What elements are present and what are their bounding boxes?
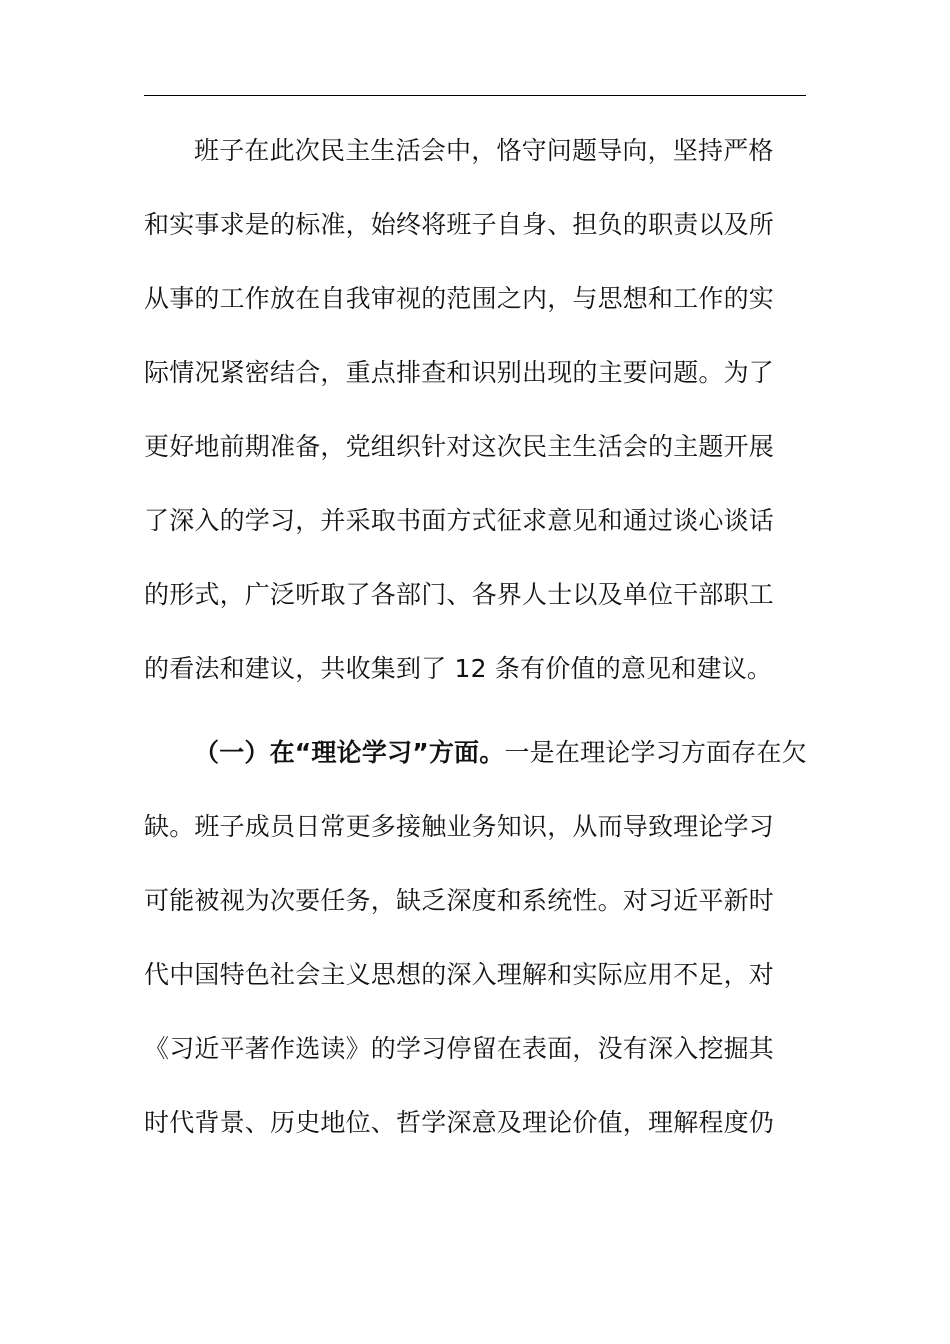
paragraph-line: 班子在此次民主生活会中，恪守问题导向，坚持严格 xyxy=(194,136,774,165)
section-first-line-text: 一是在理论学习方面存在欠 xyxy=(504,738,807,767)
section-first-line xyxy=(194,733,806,773)
paragraph-line: 际情况紧密结合，重点排查和识别出现的主要问题。为了 xyxy=(144,358,775,387)
paragraph-line: 代中国特色社会主义思想的深入理解和实际应用不足，对 xyxy=(144,960,775,989)
paragraph-line: 从事的工作放在自我审视的范围之内，与思想和工作的实 xyxy=(144,284,775,313)
paragraph-line: 缺。班子成员日常更多接触业务知识，从而导致理论学习 xyxy=(144,812,775,841)
paragraph-line: 《习近平著作选读》的学习停留在表面，没有深入挖掘其 xyxy=(144,1034,775,1063)
paragraph-line: 的看法和建议，共收集到了 12 条有价值的意见和建议。 xyxy=(144,654,773,683)
paragraph-line: 和实事求是的标准，始终将班子自身、担负的职责以及所 xyxy=(144,210,775,239)
paragraph-line: 的形式，广泛听取了各部门、各界人士以及单位干部职工 xyxy=(144,580,775,609)
paragraph-line: 时代背景、历史地位、哲学深意及理论价值，理解程度仍 xyxy=(144,1108,775,1137)
header-rule xyxy=(144,95,806,96)
paragraph-line: 可能被视为次要任务，缺乏深度和系统性。对习近平新时 xyxy=(144,886,775,915)
paragraph-line: 了深入的学习，并采取书面方式征求意见和通过谈心谈话 xyxy=(144,506,775,535)
section-heading: （一）在“理论学习”方面。 xyxy=(194,738,505,767)
paragraph-line: 更好地前期准备，党组织针对这次民主生活会的主题开展 xyxy=(144,432,775,461)
